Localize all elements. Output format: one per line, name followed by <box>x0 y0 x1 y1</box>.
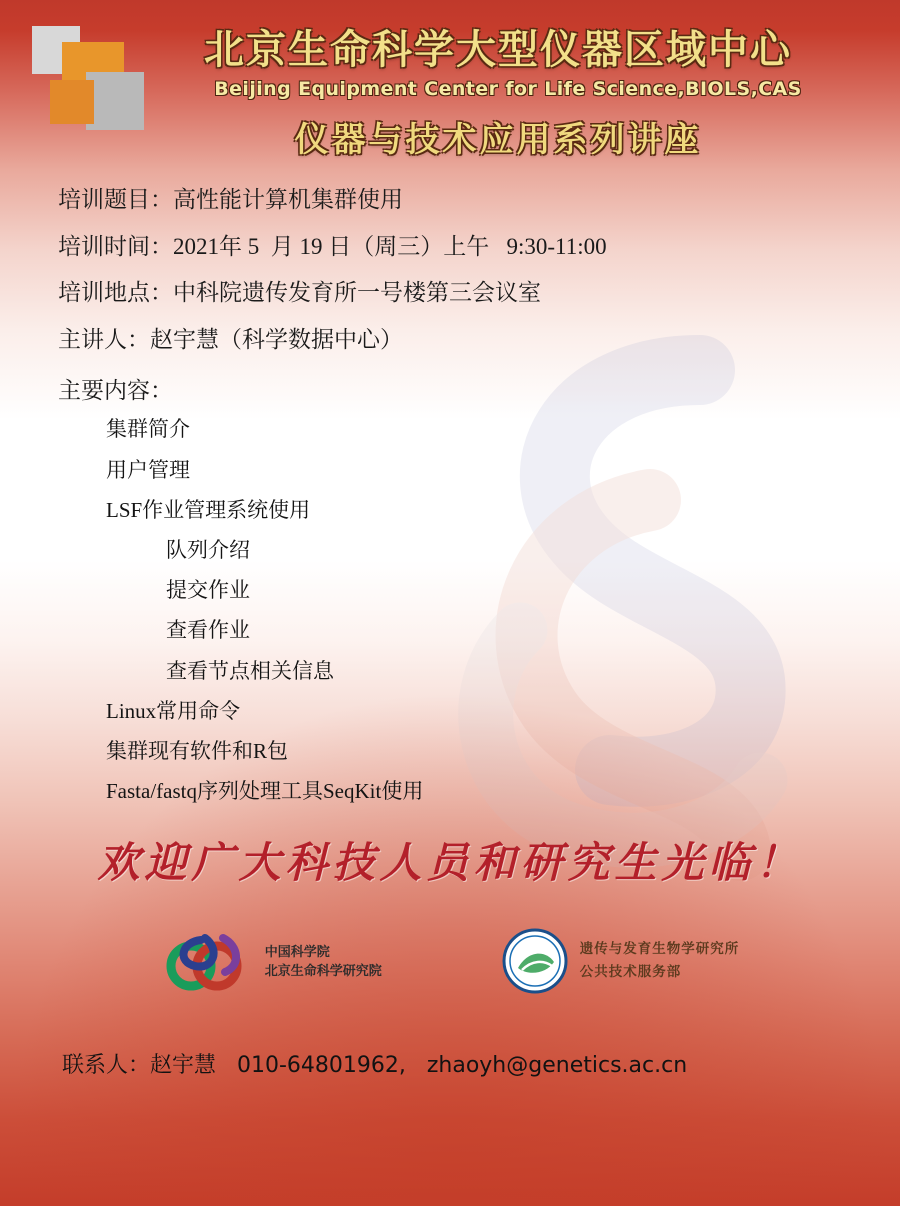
genetics-logo-line2: 公共技术服务部 <box>579 964 682 981</box>
list-item: 查看节点相关信息 <box>166 658 334 683</box>
training-location: 培训地点：中科院遗传发育所一号楼第三会议室 <box>58 280 541 306</box>
list-item: Linux常用命令 <box>106 698 241 723</box>
genetics-logo-line1: 遗传与发育生物学研究所 <box>579 941 740 958</box>
biols-logo-line1: 中国科学院 <box>264 943 330 959</box>
training-speaker: 主讲人：赵宇慧（科学数据中心） <box>58 326 403 352</box>
contents-list <box>0 417 900 804</box>
genetics-logo-block <box>502 928 740 994</box>
list-item: 查看作业 <box>166 618 250 643</box>
training-topic: 培训题目：高性能计算机集群使用 <box>58 187 403 212</box>
biols-logo-line2: 北京生命科学研究院 <box>264 963 382 979</box>
poster-body <box>0 178 900 1079</box>
list-item: 用户管理 <box>106 457 190 482</box>
list-item: 提交作业 <box>166 578 250 603</box>
center-title-en: Beijing Equipment Center for Life Science,BIOLS,CAS <box>214 78 802 100</box>
list-item: Fasta/fastq序列处理工具SeqKit使用 <box>106 779 424 804</box>
list-item: 集群简介 <box>106 417 190 442</box>
footer-logos <box>0 926 900 996</box>
lecture-series-subtitle: 仪器与技术应用系列讲座 <box>294 120 702 160</box>
contact-line: 联系人：赵宇慧 010-64801962, zhaoyh@genetics.ac.cn <box>62 1053 688 1079</box>
biols-logo-block <box>161 926 382 996</box>
list-item: LSF作业管理系统使用 <box>106 497 311 522</box>
genetics-logo-text <box>580 938 740 984</box>
contents-label: 主要内容： <box>58 378 173 404</box>
poster-header <box>0 0 900 178</box>
center-title-cn: 北京生命科学大型仪器区域中心 <box>204 27 792 73</box>
genetics-institute-seal-icon <box>502 928 568 994</box>
list-item: 集群现有软件和R包 <box>106 738 289 763</box>
list-item: 队列介绍 <box>166 537 250 562</box>
biols-circle-logo-icon <box>161 926 253 996</box>
training-time: 培训时间：2021年 5 月 19 日（周三）上午 9:30-11:00 <box>58 233 607 259</box>
biols-logo-text <box>265 942 382 981</box>
welcome-slogan: 欢迎广大科技人员和研究生光临！ <box>97 838 803 888</box>
